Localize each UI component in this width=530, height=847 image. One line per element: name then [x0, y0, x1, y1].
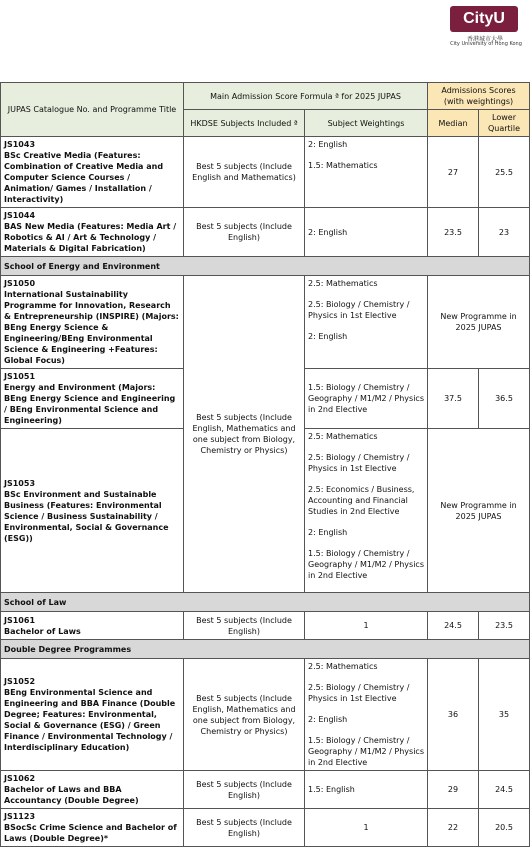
programme-title: BSc Environment and Sustainable Business (Features: Environmental Science / Business Sustainability / Environmental, Social & Governance (ESG)): [4, 489, 169, 543]
lower-quartile-score: 36.5: [479, 369, 530, 429]
weightings-cell: 1.5: English: [305, 771, 428, 809]
programme-title: BEng Environmental Science and Engineering and BBA Finance (Double Degree; Features: Environmental, Social & Governance (ESG) / Green Finance / Environmental Technology / Interdisciplinary Education): [4, 688, 176, 752]
cityu-logo: [444, 6, 524, 50]
programme-title: International Sustainability Programme for Innovation, Research & Entrepreneurship (INSPIRE) (Majors: BEng Energy Science & Engineering/BEng Environmental Science & Engineering +Features: Global Focus): [4, 290, 179, 365]
programme-code: JS1062: [4, 774, 36, 783]
programme-title: Bachelor of Laws and BBA Accountancy (Double Degree): [4, 785, 139, 805]
table-row: [1, 208, 530, 257]
weighting: 2: English: [308, 715, 348, 724]
programme-title: BSc Creative Media (Features: Combination of Creative Media and Computer Science Courses / Animation/ Games / Installation / Interactivity): [4, 151, 164, 204]
programme-code: JS1050: [4, 279, 36, 288]
header-lower-quartile: Lower Quartile: [479, 110, 530, 137]
programme-cell: [1, 612, 184, 640]
header-weightings: Subject Weightings: [305, 110, 428, 137]
median-score: 37.5: [428, 369, 479, 429]
table-row: [1, 612, 530, 640]
programme-title: Bachelor of Laws: [4, 626, 81, 636]
subjects-cell: Best 5 subjects (Include English): [184, 208, 305, 257]
weighting: 2.5: Mathematics: [308, 432, 378, 441]
programme-cell: [1, 137, 184, 208]
weightings-cell: 1: [305, 612, 428, 640]
admission-scores-table: [0, 82, 530, 847]
weightings-cell: [305, 659, 428, 771]
lower-quartile-score: 20.5: [479, 809, 530, 847]
section-row: [1, 593, 530, 612]
section-title: School of Law: [1, 593, 530, 612]
weighting: 1.5: Biology / Chemistry / Geography / M1/M2 / Physics in 2nd Elective: [308, 549, 424, 580]
lower-quartile-score: 23.5: [479, 612, 530, 640]
weighting: 2.5: Mathematics: [308, 279, 378, 288]
header-median: Median: [428, 110, 479, 137]
logo-english-name: City University of Hong Kong: [450, 41, 522, 47]
programme-code: JS1043: [4, 140, 36, 149]
programme-cell: [1, 369, 184, 429]
subjects-cell: Best 5 subjects (Include English and Mathematics): [184, 137, 305, 208]
weighting: 2.5: Biology / Chemistry / Physics in 1st Elective: [308, 300, 410, 320]
subjects-cell: Best 5 subjects (Include English, Mathematics and one subject from Biology, Chemistry or Physics): [184, 659, 305, 771]
programme-code: JS1044: [4, 211, 36, 220]
median-score: 36: [428, 659, 479, 771]
section-title: Double Degree Programmes: [1, 640, 530, 659]
table-row: [1, 659, 530, 771]
weighting: 1.5: Mathematics: [308, 161, 378, 170]
subjects-cell: Best 5 subjects (Include English): [184, 612, 305, 640]
header-scores: Admissions Scores (with weightings): [428, 83, 530, 110]
programme-cell: [1, 429, 184, 593]
new-programme-note: New Programme in 2025 JUPAS: [428, 276, 530, 369]
header-subjects: HKDSE Subjects Included ª: [184, 110, 305, 137]
header-formula: Main Admission Score Formula ª for 2025 JUPAS: [184, 83, 428, 110]
programme-code: JS1061: [4, 615, 36, 625]
subjects-cell: Best 5 subjects (Include English, Mathematics and one subject from Biology, Chemistry or Physics): [184, 276, 305, 593]
programme-code: JS1123: [4, 812, 36, 821]
median-score: 24.5: [428, 612, 479, 640]
table-row: [1, 137, 530, 208]
lower-quartile-score: 24.5: [479, 771, 530, 809]
table-row: [1, 771, 530, 809]
programme-code: JS1051: [4, 372, 36, 381]
programme-title: BAS New Media (Features: Media Art / Robotics & AI / Art & Technology / Materials & Digital Fabrication): [4, 222, 177, 253]
subjects-cell: Best 5 subjects (Include English): [184, 771, 305, 809]
programme-cell: [1, 771, 184, 809]
programme-title: Energy and Environment (Majors: BEng Energy Science and Engineering / BEng Environmental Science and Engineering): [4, 383, 176, 425]
weightings-cell: [305, 137, 428, 208]
weightings-cell: [305, 276, 428, 369]
weighting: 2: English: [308, 140, 348, 149]
median-score: 29: [428, 771, 479, 809]
logo-chinese-name: 香港城市大學: [466, 36, 503, 43]
median-score: 22: [428, 809, 479, 847]
table-row: [1, 276, 530, 369]
weighting: 2.5: Mathematics: [308, 662, 378, 671]
median-score: 27: [428, 137, 479, 208]
weighting: 1.5: Biology / Chemistry / Geography / M1/M2 / Physics in 2nd Elective: [308, 736, 424, 767]
weighting: 2: English: [308, 528, 348, 537]
lower-quartile-score: 35: [479, 659, 530, 771]
lower-quartile-score: 25.5: [479, 137, 530, 208]
section-row: [1, 640, 530, 659]
weighting: 2: English: [308, 332, 348, 341]
weighting: 2.5: Economics / Business, Accounting and Financial Studies in 2nd Elective: [308, 485, 415, 516]
table-row: [1, 809, 530, 847]
programme-code: JS1052: [4, 677, 36, 686]
programme-code: JS1053: [4, 478, 36, 488]
programme-title: BSocSc Crime Science and Bachelor of Laws (Double Degree)*: [4, 823, 177, 843]
logo-mark: CityU: [450, 6, 518, 32]
weighting: 2.5: Biology / Chemistry / Physics in 1st Elective: [308, 453, 410, 473]
weightings-cell: 1: [305, 809, 428, 847]
subjects-cell: Best 5 subjects (Include English): [184, 809, 305, 847]
programme-cell: [1, 208, 184, 257]
programme-cell: [1, 809, 184, 847]
weightings-cell: 1.5: Biology / Chemistry / Geography / M1/M2 / Physics in 2nd Elective: [305, 369, 428, 429]
weighting: 2.5: Biology / Chemistry / Physics in 1st Elective: [308, 683, 410, 703]
lower-quartile-score: 23: [479, 208, 530, 257]
programme-cell: [1, 659, 184, 771]
header-catalogue: JUPAS Catalogue No. and Programme Title: [1, 83, 184, 137]
weightings-cell: [305, 429, 428, 593]
section-title: School of Energy and Environment: [1, 257, 530, 276]
section-row: [1, 257, 530, 276]
median-score: 23.5: [428, 208, 479, 257]
weightings-cell: 2: English: [305, 208, 428, 257]
programme-cell: [1, 276, 184, 369]
new-programme-note: New Programme in 2025 JUPAS: [428, 429, 530, 593]
